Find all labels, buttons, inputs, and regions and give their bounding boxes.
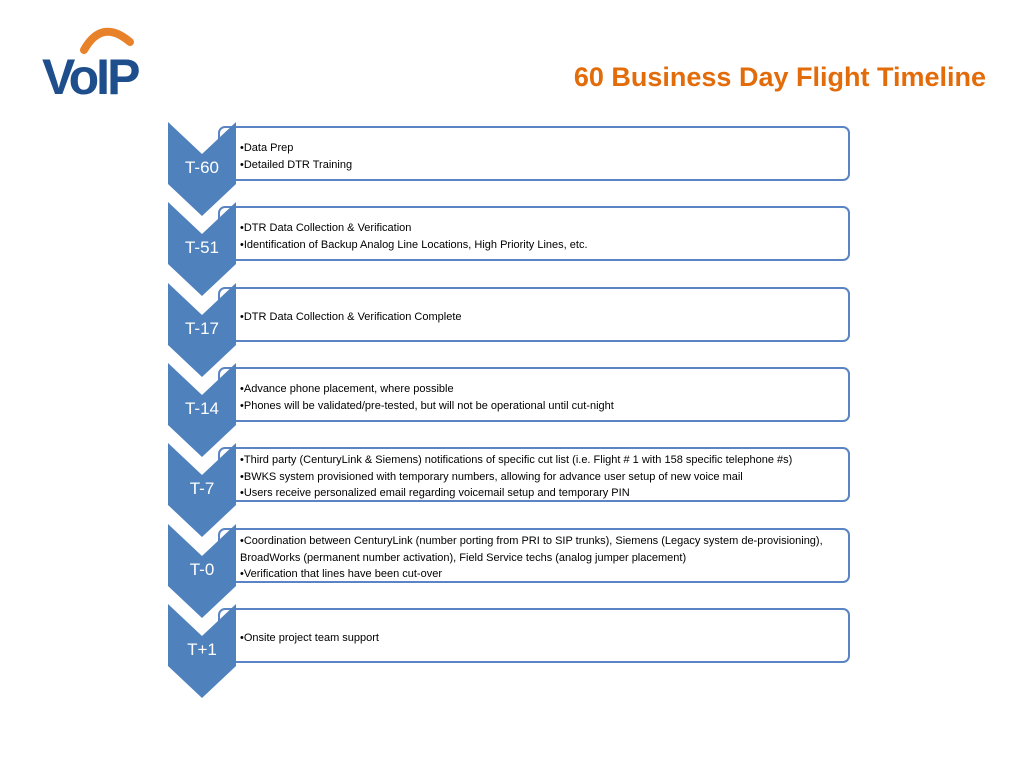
step-bullet-item: • Data Prep — [240, 140, 840, 157]
step-bullet-list — [240, 381, 840, 414]
step-bullet-list — [240, 452, 840, 502]
step-bullet-item: • Verification that lines have been cut-over — [240, 566, 840, 583]
step-bullet-item: • Advance phone placement, where possible — [240, 381, 840, 398]
step-bullet-list — [240, 220, 840, 253]
step-bullet-item: • Onsite project team support — [240, 630, 840, 647]
step-bullet-item: • DTR Data Collection & Verification — [240, 220, 840, 237]
step-bullet-list — [240, 309, 840, 326]
step-bullet-item: • Third party (CenturyLink & Siemens) notifications of specific cut list (i.e. Flight # 1 with 158 specific telephone #s) — [240, 452, 840, 469]
step-label: T-51 — [184, 238, 220, 257]
step-bullet-item: • Identification of Backup Analog Line Locations, High Priority Lines, etc. — [240, 237, 840, 254]
step-bullet-list — [240, 630, 840, 647]
step-bullet-list — [240, 140, 840, 173]
step-bullet-list — [240, 533, 840, 583]
step-label: T-7 — [189, 479, 215, 498]
timeline-step — [0, 443, 1024, 537]
step-bullet-item: • Users receive personalized email regarding voicemail setup and temporary PIN — [240, 485, 840, 502]
page-title: 60 Business Day Flight Timeline — [573, 62, 986, 92]
step-bullet-item: • Detailed DTR Training — [240, 157, 840, 174]
step-label: T-60 — [184, 158, 220, 177]
voip-logo-graphic — [40, 20, 155, 100]
step-label: T-0 — [189, 560, 215, 579]
step-bullet-item: • BWKS system provisioned with temporary numbers, allowing for advance user setup of new voice mail — [240, 469, 840, 486]
step-label: T-14 — [184, 399, 220, 418]
step-label: T+1 — [187, 640, 217, 659]
timeline-step — [0, 202, 1024, 296]
svg-text:VoIP: VoIP — [42, 49, 138, 100]
step-bullet-item: • Phones will be validated/pre-tested, but will not be operational until cut-night — [240, 398, 840, 415]
timeline-step — [0, 604, 1024, 698]
step-bullet-item: • Coordination between CenturyLink (number porting from PRI to SIP trunks), Siemens (Legacy system de-provisioning), BroadWorks (permanent number activation), Field Service techs (analog jumper placement) — [240, 533, 840, 566]
voip-logo — [40, 20, 155, 100]
step-bullet-item: • DTR Data Collection & Verification Complete — [240, 309, 840, 326]
step-label: T-17 — [184, 319, 220, 338]
